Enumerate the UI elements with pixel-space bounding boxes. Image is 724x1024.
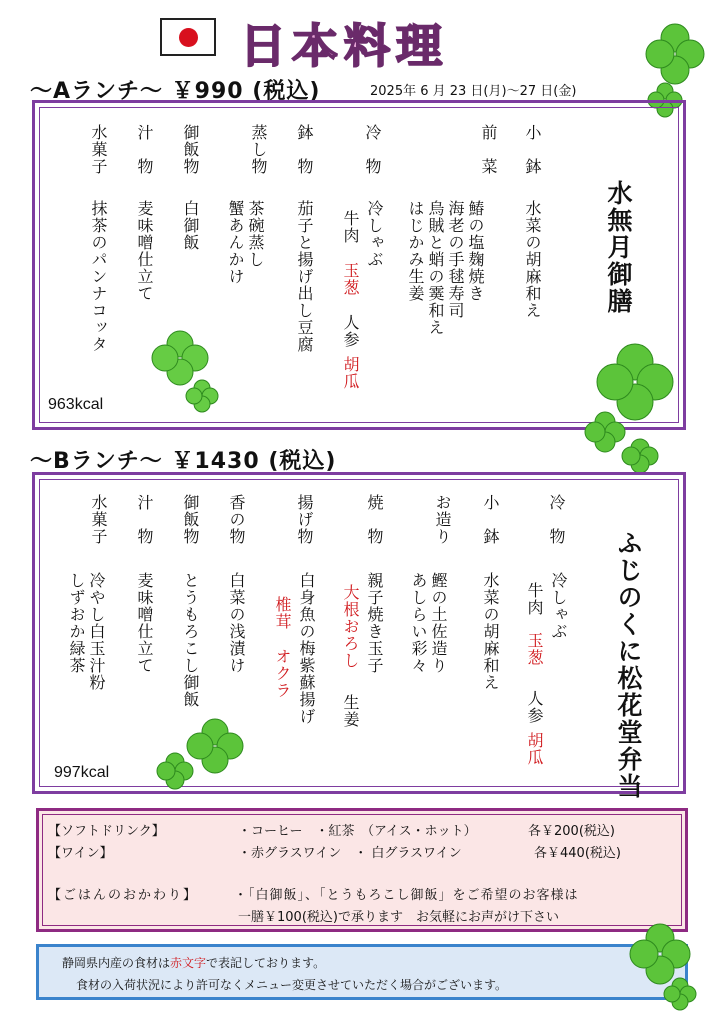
- wine-items: ・赤グラスワイン ・ 白グラスワイン: [238, 846, 462, 861]
- course-dish: 鰹の土佐造り あしらい彩々: [409, 572, 448, 674]
- clover-decoration-icon: [640, 18, 710, 88]
- clover-decoration-icon: [150, 326, 230, 416]
- course-category: 香の物: [227, 494, 246, 545]
- soft-drink-price: 各￥200(税込): [528, 824, 615, 839]
- course-category: 御飯物: [181, 124, 200, 175]
- course-dish-line: 白身魚の梅紫蘇揚げ: [297, 572, 316, 725]
- course-dish-line: 人参: [525, 690, 544, 724]
- course-category: 汁 物: [135, 124, 154, 175]
- course-dish: 水菜の胡麻和え: [523, 200, 542, 319]
- course-dish-line: 大根おろし: [341, 584, 360, 669]
- course-category: 水菓子: [89, 124, 108, 175]
- wine-price: 各￥440(税込): [534, 846, 621, 861]
- notice-line: 食材の入荷状況により許可なくメニュー変更させていただく場合がございます。: [76, 978, 508, 992]
- lunch-a-set-name: 水無月御膳: [604, 180, 633, 315]
- course-dish-line: 牛肉: [341, 210, 360, 244]
- course-dish: 鰆の塩麹焼き 海老の手毬寿司 烏賊と蛸の霙和え はじかみ生姜: [406, 200, 485, 336]
- course-dish: 茄子と揚げ出し豆腐: [295, 200, 314, 353]
- menu-date: 2025年 6 月 23 日(月)〜27 日(金): [370, 84, 577, 99]
- lunch-a-kcal: 963kcal: [48, 396, 104, 413]
- refill-label: 【ごはんのおかわり】: [48, 888, 199, 903]
- course-dish: 水菜の胡麻和え: [481, 572, 500, 691]
- course-category: 小 鉢: [481, 494, 500, 545]
- wine-label: 【ワイン】: [48, 846, 113, 861]
- clover-decoration-icon: [585, 340, 685, 470]
- course-category: 水菓子: [89, 494, 108, 545]
- course-category: 揚げ物: [295, 494, 314, 545]
- course-category: 焼 物: [365, 494, 384, 545]
- course-dish-line: 椎茸: [273, 596, 292, 630]
- course-dish-line: 玉葱: [341, 262, 360, 296]
- lunch-b-heading: 〜Bランチ〜 ￥1430 (税込): [30, 449, 337, 474]
- course-dish: 抹茶のパンナコッタ: [89, 200, 108, 353]
- lunch-b-kcal: 997kcal: [54, 764, 110, 781]
- course-dish-line: 玉葱: [525, 632, 544, 666]
- course-dish-line: 生姜: [341, 694, 360, 728]
- japan-flag-icon: [160, 18, 216, 56]
- course-dish: 茶碗蒸し 蟹あんかけ: [226, 200, 265, 285]
- course-dish-line: オクラ: [273, 648, 292, 699]
- course-dish-line: 冷しゃぶ: [365, 200, 384, 268]
- course-dish: 白菜の浅漬け: [227, 572, 246, 674]
- soft-drink-items: ・コーヒー ・紅茶 （アイス・ホット）: [238, 824, 477, 839]
- course-category: 御飯物: [181, 494, 200, 545]
- course-dish-line: 人参: [341, 314, 360, 348]
- page-title: 日本料理: [240, 19, 448, 73]
- course-dish: 冷やし白玉汁粉 しずおか緑茶: [67, 572, 106, 691]
- clover-decoration-icon: [618, 920, 708, 1010]
- course-category: 前 菜: [479, 124, 498, 175]
- course-category: お造り: [433, 494, 452, 545]
- course-dish-line: 胡瓜: [341, 356, 360, 390]
- course-category: 鉢 物: [295, 124, 314, 175]
- refill-line: 一膳￥100(税込)で承ります お気軽にお声がけ下さい: [238, 910, 559, 925]
- course-category: 汁 物: [135, 494, 154, 545]
- refill-line: ・「白御飯」、「とうもろこし御飯」をご希望のお客様は: [234, 888, 579, 903]
- course-category: 蒸し物: [249, 124, 268, 175]
- notice-line: 静岡県内産の食材は赤文字で表記しております。: [62, 956, 326, 970]
- clover-decoration-icon: [160, 712, 250, 792]
- lunch-a-heading: 〜Aランチ〜 ￥990 (税込): [30, 79, 321, 104]
- course-dish-line: 冷しゃぶ: [549, 572, 568, 640]
- course-dish-line: 胡瓜: [525, 732, 544, 766]
- course-dish: とうもろこし御飯: [181, 572, 200, 708]
- soft-drink-label: 【ソフトドリンク】: [48, 824, 165, 839]
- course-dish-line: 親子焼き玉子: [365, 572, 384, 674]
- course-category: 小 鉢: [523, 124, 542, 175]
- lunch-b-set-name: ふじのくに松花堂弁当: [614, 530, 643, 800]
- course-dish: 麦味噌仕立て: [135, 200, 154, 302]
- course-dish-line: 牛肉: [525, 582, 544, 616]
- course-category: 冷 物: [547, 494, 566, 545]
- course-dish: 白御飯: [181, 200, 200, 251]
- course-dish: 麦味噌仕立て: [135, 572, 154, 674]
- course-category: 冷 物: [363, 124, 382, 175]
